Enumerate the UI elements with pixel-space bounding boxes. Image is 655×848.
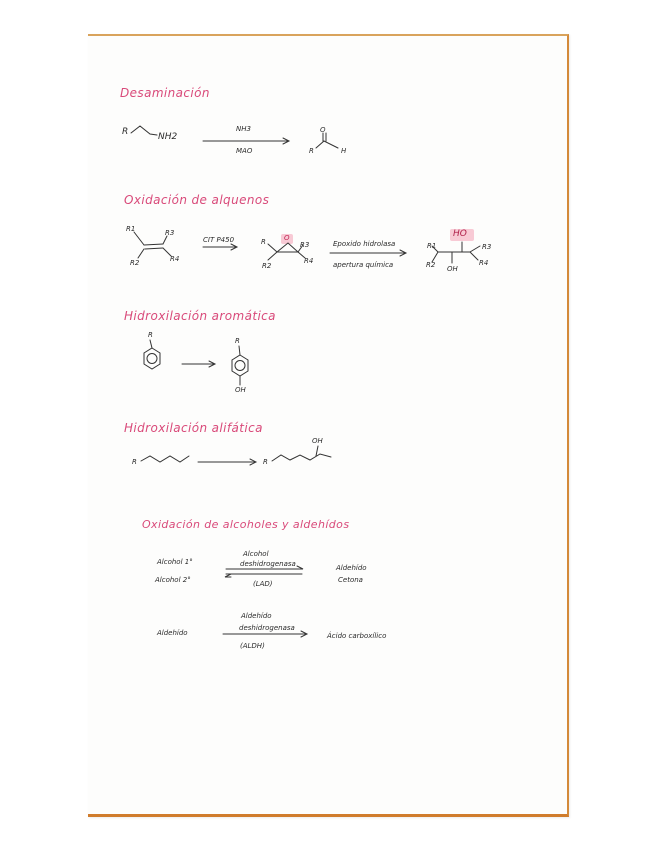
epoxide-r2 (268, 252, 277, 260)
label-epoxide-r: R (261, 238, 266, 246)
label-diol-r3: R3 (482, 243, 492, 251)
product-aldehido: Aldehído (336, 564, 367, 572)
alcohol-2: Alcohol 2° (155, 576, 191, 584)
epoxide-ring (277, 243, 298, 252)
aldehido-reactant: Aldehído (157, 629, 188, 637)
section-title-hidroxilacion-aromatica: Hidroxilación aromática (124, 309, 276, 323)
step2-top: Epoxido hidrolasa (333, 240, 396, 248)
label-diol-ho: HO (453, 229, 467, 239)
label-aliphatic-product-r: R (263, 458, 268, 466)
label-diol-r1: R1 (427, 242, 437, 250)
phenol-r-bond (239, 346, 240, 355)
diol-r2 (432, 252, 438, 262)
label-aliphatic-oh: OH (312, 437, 323, 445)
diol-r4 (470, 252, 478, 260)
enzyme1-abbr: (LAD) (253, 580, 273, 588)
phenol-aromatic-circle (235, 361, 245, 371)
alkene-double-2 (145, 248, 163, 249)
label-epoxide-o: O (284, 234, 290, 242)
alkene-r2-bond (138, 249, 144, 258)
epoxide-r4 (298, 252, 305, 258)
epoxide-r3 (298, 245, 303, 252)
benzene-aromatic-circle (147, 354, 157, 364)
alkene-r4-bond (163, 248, 171, 256)
label-h: H (341, 147, 347, 155)
alcohol-1: Alcohol 1° (157, 558, 193, 566)
label-r2: R2 (130, 259, 140, 267)
label-nh2: NH2 (158, 132, 178, 142)
enzyme2-line1: Aldehído (241, 612, 272, 620)
section-title-oxidacion-alquenos: Oxidación de alquenos (124, 193, 270, 207)
label-aromatic-oh: OH (235, 386, 246, 394)
section-title-hidroxilacion-alifatica: Hidroxilación alifática (124, 421, 263, 435)
label-diol-oh: OH (447, 265, 458, 273)
alkene-r1-bond (134, 232, 144, 245)
alkene-double-1 (144, 244, 163, 245)
label-r3: R3 (165, 229, 175, 237)
aliphatic-oh-bond (316, 446, 318, 456)
step2-bottom: apertura química (333, 261, 394, 269)
section-title-oxidacion-alcoholes: Oxidación de alcoholes y aldehídos (142, 518, 350, 531)
label-epoxide-r4: R4 (304, 257, 314, 265)
label-diol-r2: R2 (426, 261, 436, 269)
label-epoxide-r3: R3 (300, 241, 310, 249)
reagent-cit-p450: CIT P450 (203, 236, 235, 244)
product-cetona: Cetona (338, 576, 363, 584)
diol-r1 (432, 246, 438, 252)
benzene-ring-reactant (144, 348, 160, 369)
alkene-r3-bond (163, 236, 167, 244)
enzyme1-line2: deshidrogenasa (240, 560, 296, 568)
label-aromatic-product-r: R (235, 337, 240, 345)
label-epoxide-r2: R2 (262, 262, 272, 270)
product-acido: Ácido carboxílico (327, 632, 387, 640)
lad-arrowhead-forward (297, 566, 303, 569)
label-aromatic-r: R (148, 331, 153, 339)
benzene-ring-product (232, 355, 248, 376)
section-title-desaminacion: Desaminación (120, 86, 210, 100)
reagent-mao: MAO (236, 147, 253, 155)
enzyme1-line1: Alcohol (243, 550, 269, 558)
benzene-r-bond (150, 340, 152, 348)
enzyme2-line2: deshidrogenasa (239, 624, 295, 632)
label-r-product: R (309, 147, 314, 155)
label-r: R (122, 127, 129, 137)
label-aliphatic-r: R (132, 458, 137, 466)
label-r1: R1 (126, 225, 136, 233)
aliphatic-reactant-chain (141, 456, 189, 462)
enzyme2-abbr: (ALDH) (240, 642, 265, 650)
label-o: O (320, 126, 326, 134)
aldehyde-bonds (316, 141, 338, 148)
epoxide-r (268, 244, 277, 252)
aliphatic-product-chain (272, 454, 331, 461)
reagent-nh3: NH3 (236, 125, 251, 133)
label-r4: R4 (170, 255, 180, 263)
diol-r3 (470, 246, 480, 252)
deamination-reactant-bonds (131, 126, 157, 135)
label-diol-r4: R4 (479, 259, 489, 267)
